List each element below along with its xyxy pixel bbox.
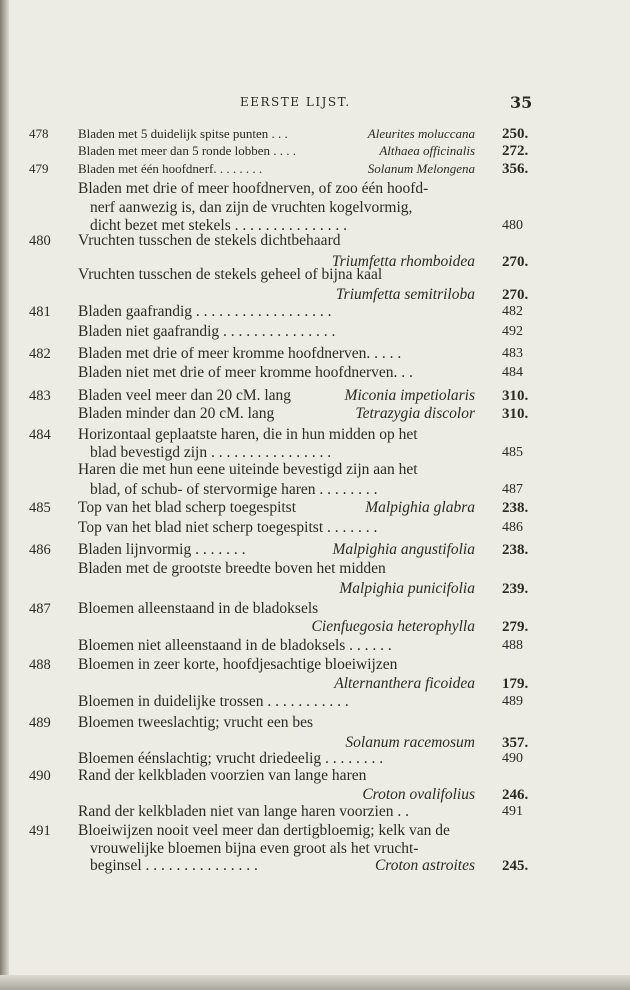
goto-couplet: 480	[502, 218, 523, 233]
species-name: Tetrazygia discolor	[355, 405, 475, 422]
species-name: Solanum Melongena	[367, 161, 475, 176]
species-name: Cienfuegosia heterophylla	[311, 618, 475, 635]
couplet-number: 489	[29, 715, 51, 731]
couplet-number: 485	[29, 500, 51, 516]
page-reference: 238.	[502, 542, 529, 558]
species-name: Malpighia glabra	[365, 499, 475, 516]
couplet-number: 483	[29, 388, 51, 404]
key-text: Vruchten tusschen de stekels dichtbehaard	[78, 232, 341, 249]
key-text: Top van het blad scherp toegespitst	[78, 499, 297, 516]
couplet-number: 487	[29, 601, 51, 617]
key-text: dicht bezet met stekels . . . . . . . . . . . . . . .	[90, 217, 347, 234]
key-text: Bladen met drie of meer kromme hoofdnerven. . . . .	[78, 345, 402, 362]
couplet-number: 479	[29, 161, 49, 176]
page-reference: 310.	[502, 406, 529, 422]
couplet-number: 480	[29, 233, 51, 249]
key-text: vrouwelijke bloemen bijna even groot als het vrucht-	[90, 840, 419, 857]
page-reference: 239.	[502, 581, 529, 597]
couplet-number: 481	[29, 304, 51, 320]
goto-couplet: 482	[502, 304, 523, 319]
page-reference: 310.	[502, 388, 529, 404]
goto-couplet: 484	[502, 365, 523, 380]
goto-couplet: 491	[502, 804, 523, 819]
goto-couplet: 488	[502, 638, 523, 653]
key-text: Bladen lijnvormig . . . . . . .	[78, 541, 246, 558]
key-text: nerf aanwezig is, dan zijn de vruchten kogelvormig,	[90, 199, 413, 216]
key-text: Bloemen alleenstaand in de bladoksels	[78, 600, 319, 617]
species-name: Aleurites moluccana	[367, 126, 475, 141]
species-name: Croton astroites	[374, 857, 475, 874]
key-text: Bladen met één hoofdnerf. . . . . . . .	[78, 161, 263, 176]
key-text: Bladen met 5 duidelijk spitse punten . . .	[78, 126, 288, 141]
goto-couplet: 485	[502, 445, 523, 460]
goto-couplet: 492	[502, 324, 523, 339]
couplet-number: 488	[29, 657, 51, 673]
running-head: EERSTE LIJST.	[240, 95, 351, 109]
goto-couplet: 483	[502, 346, 523, 361]
couplet-number: 486	[29, 542, 51, 558]
page-reference: 279.	[502, 619, 529, 635]
key-text: Bladen minder dan 20 cM. lang	[78, 405, 275, 422]
key-text: Bladen gaafrandig . . . . . . . . . . . . . . . . . .	[78, 303, 332, 320]
page-reference: 250.	[502, 126, 529, 142]
key-text: blad, of schub- of stervormige haren . . . . . . . .	[90, 481, 378, 498]
goto-couplet: 490	[502, 751, 523, 766]
key-text: Bladen niet gaafrandig . . . . . . . . . . . . . . .	[78, 323, 336, 340]
key-text: Bloemen tweeslachtig; vrucht een bes	[78, 714, 314, 731]
page-reference: 356.	[502, 161, 529, 177]
couplet-number: 491	[29, 823, 51, 839]
page-reference: 179.	[502, 676, 529, 692]
page-reference: 246.	[502, 787, 529, 803]
species-name: Solanum racemosum	[345, 734, 475, 751]
species-name: Triumfetta rhomboidea	[331, 253, 475, 270]
key-text: Bladen met drie of meer hoofdnerven, of zoo één hoofd-	[78, 180, 429, 197]
couplet-number: 482	[29, 346, 51, 362]
key-text: Bloemen niet alleenstaand in de bladoksels . . . . . .	[78, 637, 392, 654]
key-text: Bloemen in duidelijke trossen . . . . . . . . . . .	[78, 693, 349, 710]
page-reference: 272.	[502, 143, 529, 159]
page-reference: 245.	[502, 858, 529, 874]
species-name: Croton ovalifolius	[362, 786, 475, 803]
key-text: Bloemen in zeer korte, hoofdjesachtige bloeiwijzen	[78, 656, 398, 673]
goto-couplet: 486	[502, 520, 523, 535]
key-text: Vruchten tusschen de stekels geheel of bijna kaal	[78, 266, 383, 283]
species-name: Althaea officinalis	[379, 143, 475, 158]
key-text: Bladen veel meer dan 20 cM. lang	[78, 387, 292, 404]
key-text: Bladen met meer dan 5 ronde lobben . . . .	[78, 143, 297, 158]
page-reference: 270.	[502, 287, 529, 303]
page-binding-edge	[0, 0, 9, 990]
key-text: Top van het blad niet scherp toegespitst . . . . . . .	[78, 519, 378, 536]
key-text: Bloemen éénslachtig; vrucht driedeelig . . . . . . . .	[78, 750, 384, 767]
species-name: Malpighia punicifolia	[339, 580, 475, 597]
page-reference: 238.	[502, 500, 529, 516]
key-text: beginsel . . . . . . . . . . . . . . .	[90, 857, 258, 874]
key-text: Bloeiwijzen nooit veel meer dan dertigbloemig; kelk van de	[78, 822, 450, 839]
key-text: Bladen met de grootste breedte boven het midden	[78, 560, 386, 577]
key-text: Rand der kelkbladen voorzien van lange haren	[78, 767, 367, 784]
species-name: Miconia impetiolaris	[344, 387, 475, 404]
couplet-number: 490	[29, 768, 51, 784]
couplet-number: 478	[29, 126, 49, 141]
key-text: Haren die met hun eene uiteinde bevestigd zijn aan het	[78, 461, 418, 478]
species-name: Malpighia angustifolia	[332, 541, 475, 558]
page-bottom-edge	[0, 975, 630, 990]
species-name: Triumfetta semitriloba	[335, 286, 475, 303]
goto-couplet: 489	[502, 694, 523, 709]
page-reference: 357.	[502, 735, 529, 751]
goto-couplet: 487	[502, 482, 523, 497]
page-number: 35	[510, 93, 533, 112]
couplet-number: 484	[29, 427, 51, 443]
species-name: Alternanthera ficoidea	[334, 675, 475, 692]
page-reference: 270.	[502, 254, 529, 270]
key-text: Bladen niet met drie of meer kromme hoofdnerven. . .	[78, 364, 413, 381]
key-text: Horizontaal geplaatste haren, die in hun midden op het	[78, 426, 418, 443]
key-text: Rand der kelkbladen niet van lange haren voorzien . .	[78, 803, 409, 820]
key-text: blad bevestigd zijn . . . . . . . . . . . . . . . .	[90, 444, 332, 461]
